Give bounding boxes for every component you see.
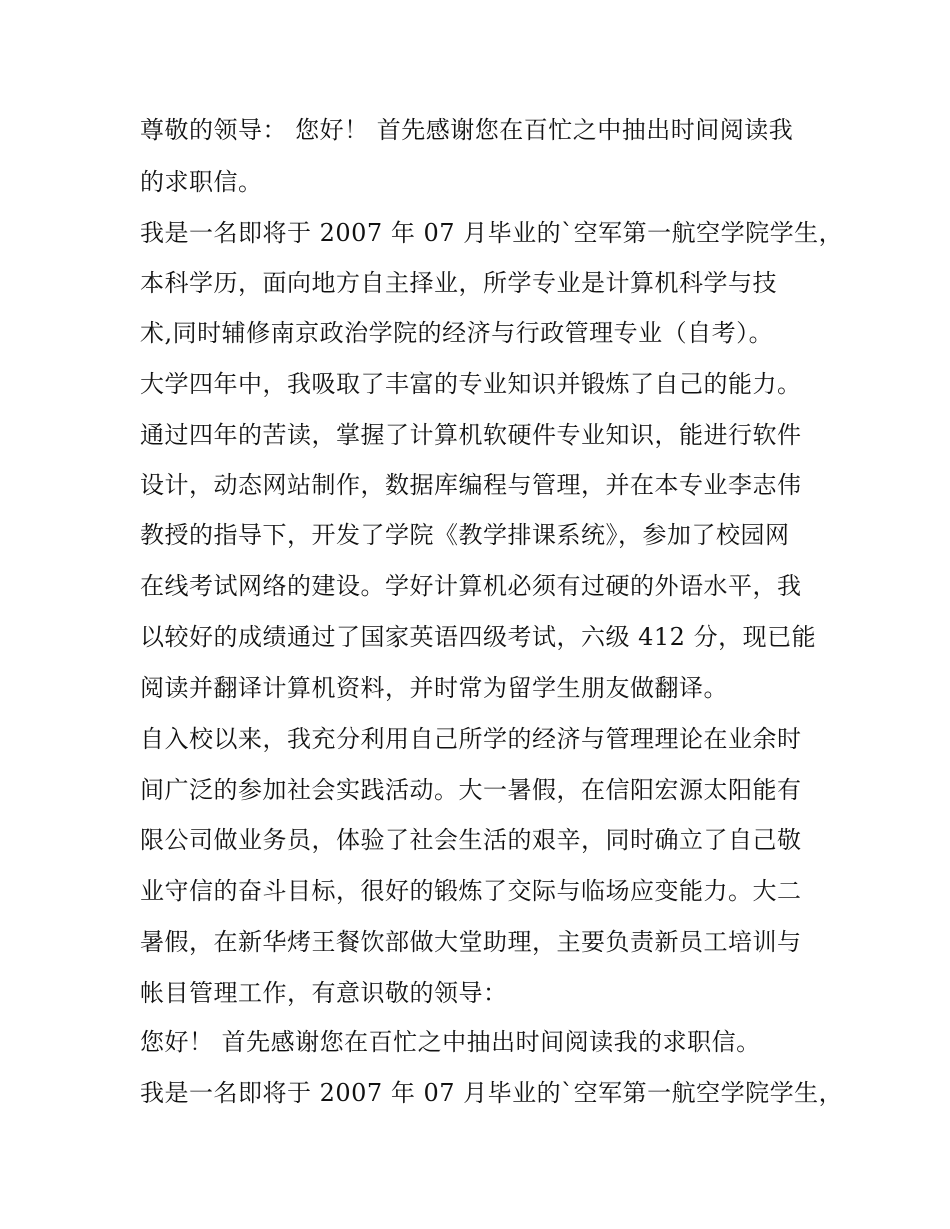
text-line: 大学四年中，我吸取了丰富的专业知识并锻炼了自己的能力。	[140, 370, 802, 398]
text-line: 自入校以来，我充分利用自己所学的经济与管理理论在业余时	[140, 725, 802, 753]
text-line: 通过四年的苦读，掌握了计算机软硬件专业知识，能进行软件	[140, 421, 802, 449]
text-line: 本科学历，面向地方自主择业，所学专业是计算机科学与技	[140, 269, 777, 297]
text-line: 业守信的奋斗目标，很好的锻炼了交际与临场应变能力。大二	[140, 877, 802, 905]
text-line: 限公司做业务员，体验了社会生活的艰辛，同时确立了自己敬	[140, 826, 802, 854]
text-line: 的求职信。	[140, 168, 263, 196]
text-line: 在线考试网络的建设。学好计算机必须有过硬的外语水平，我	[140, 572, 802, 600]
text-line: 间广泛的参加社会实践活动。大一暑假，在信阳宏源太阳能有	[140, 776, 802, 804]
text-line: 设计，动态网站制作，数据库编程与管理，并在本专业李志伟	[140, 471, 802, 499]
text-line: 以较好的成绩通过了国家英语四级考试，六级 412 分，现已能	[140, 623, 817, 651]
text-line: 术,同时辅修南京政治学院的经济与行政管理专业（自考）。	[140, 319, 774, 347]
text-line: 我是一名即将于 2007 年 07 月毕业的`空军第一航空学院学生，	[140, 219, 844, 247]
text-line: 尊敬的领导： 您好！ 首先感谢您在百忙之中抽出时间阅读我	[140, 116, 794, 144]
text-line: 暑假，在新华烤王餐饮部做大堂助理，主要负责新员工培训与	[140, 928, 802, 956]
text-line: 教授的指导下，开发了学院《教学排课系统》，参加了校园网	[140, 521, 790, 549]
text-line: 您好！ 首先感谢您在百忙之中抽出时间阅读我的求职信。	[140, 1028, 761, 1056]
text-line: 阅读并翻译计算机资料，并时常为留学生朋友做翻译。	[140, 674, 728, 702]
text-line: 帐目管理工作，有意识敬的领导：	[140, 979, 508, 1007]
text-line: 我是一名即将于 2007 年 07 月毕业的`空军第一航空学院学生，	[140, 1079, 844, 1107]
